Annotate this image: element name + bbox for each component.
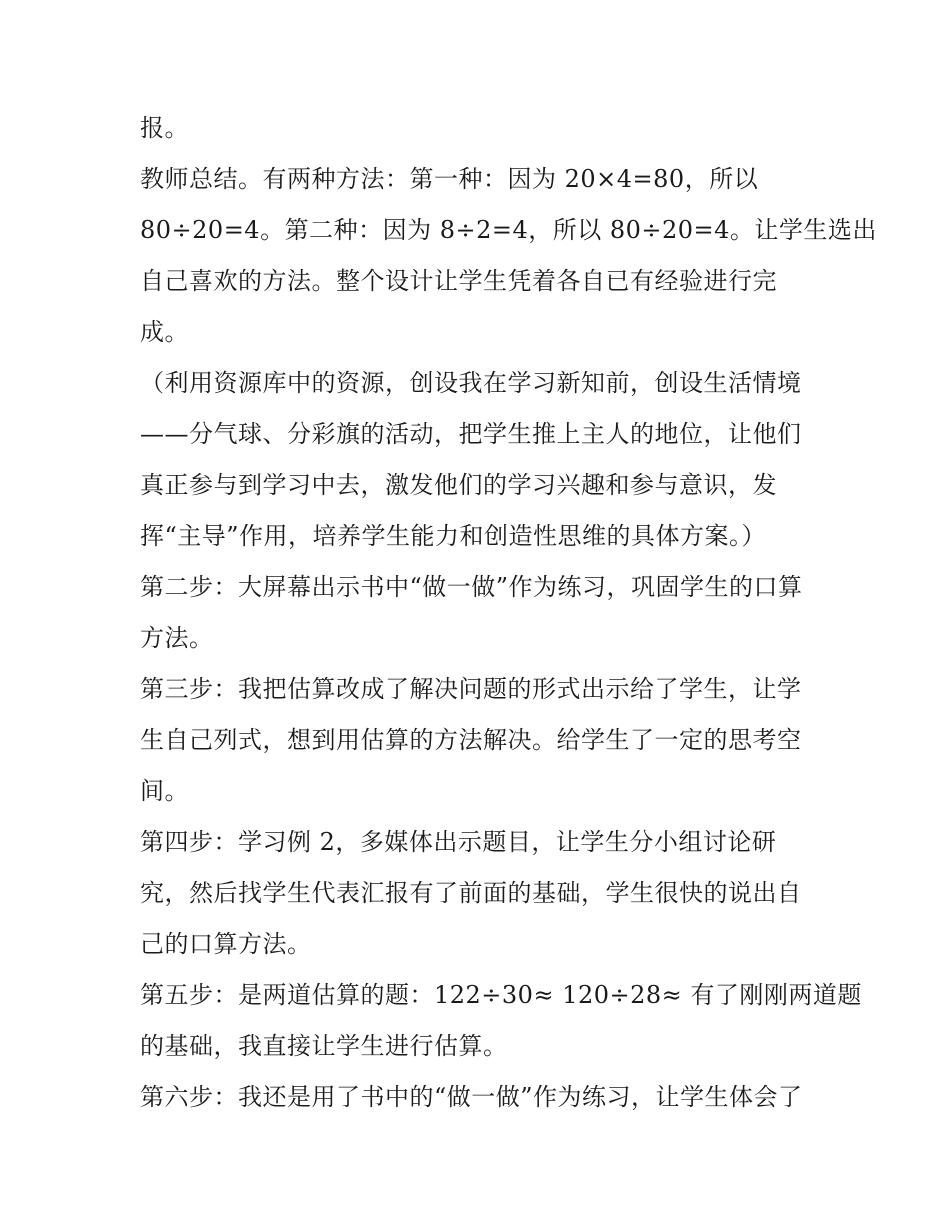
text-line: 的基础，我直接让学生进行估算。 <box>140 1032 508 1060</box>
text-line: 第六步：我还是用了书中的“做一做”作为练习，让学生体会了 <box>140 1083 803 1111</box>
text-line: 真正参与到学习中去，激发他们的学习兴趣和参与意识，发 <box>140 471 777 499</box>
text-line: 教师总结。有两种方法：第一种：因为 20×4=80，所以 <box>140 165 759 193</box>
text-line: 第四步：学习例 2，多媒体出示题目，让学生分小组讨论研 <box>140 828 777 856</box>
text-line: 第五步：是两道估算的题：122÷30≈ 120÷28≈ 有了刚刚两道题 <box>140 981 862 1009</box>
document-body <box>140 103 877 1123</box>
text-line: 自己喜欢的方法。整个设计让学生凭着各自已有经验进行完 <box>140 267 777 295</box>
text-line: 第二步：大屏幕出示书中“做一做”作为练习，巩固学生的口算 <box>140 573 803 601</box>
text-line: 方法。 <box>140 624 214 652</box>
text-line: 究，然后找学生代表汇报有了前面的基础，学生很快的说出自 <box>140 879 802 907</box>
text-line: 挥“主导”作用，培养学生能力和创造性思维的具体方案。） <box>140 522 767 550</box>
text-line: 生自己列式，想到用估算的方法解决。给学生了一定的思考空 <box>140 726 802 754</box>
text-line: （利用资源库中的资源，创设我在学习新知前，创设生活情境 <box>140 369 802 397</box>
text-line: 第三步：我把估算改成了解决问题的形式出示给了学生，让学 <box>140 675 802 703</box>
text-line: 间。 <box>140 777 189 805</box>
text-line: 报。 <box>140 114 189 142</box>
text-line: 80÷20=4。第二种：因为 8÷2=4，所以 80÷20=4。让学生选出 <box>140 216 877 244</box>
text-line: 成。 <box>140 318 189 346</box>
text-line: 己的口算方法。 <box>140 930 312 958</box>
text-line: ——分气球、分彩旗的活动，把学生推上主人的地位，让他们 <box>140 420 802 448</box>
